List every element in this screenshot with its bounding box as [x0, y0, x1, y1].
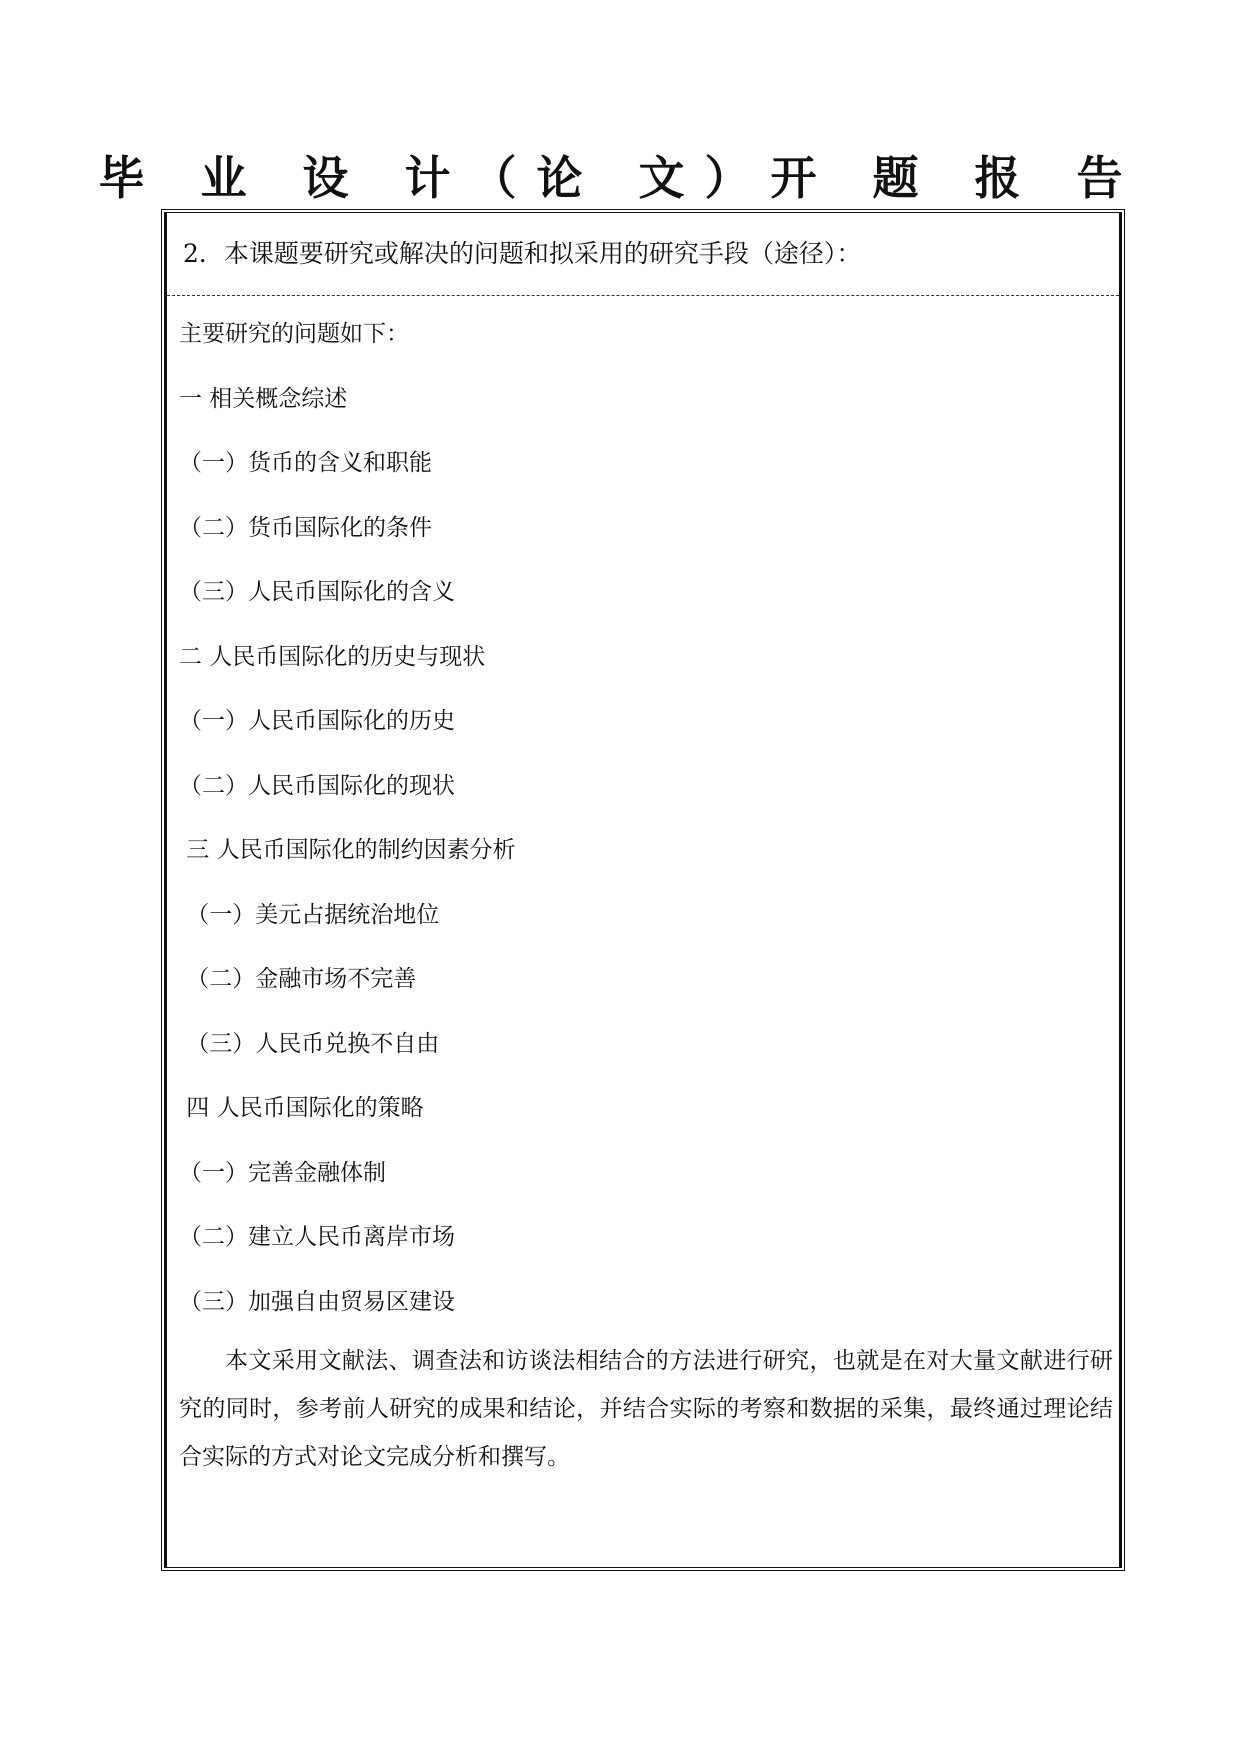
outline-item: （二）人民币国际化的现状	[179, 772, 455, 799]
report-form-box	[164, 212, 1122, 1568]
outline-chapter-4: 四 人民币国际化的策略	[179, 1095, 424, 1121]
outline-item: （三）加强自由贸易区建设	[179, 1288, 455, 1315]
outline-chapter-3: 三 人民币国际化的制约因素分析	[179, 837, 516, 863]
document-title: 毕 业 设 计（论 文）开 题 报 告	[98, 151, 1143, 205]
research-method-paragraph: 本文采用文献法、调查法和访谈法相结合的方法进行研究，也就是在对大量文献进行研究的同时，参考前人研究的成果和结论，并结合实际的考察和数据的采集，最终通过理论结合实际的方式对论文完成分析和撰写。	[179, 1348, 1113, 1470]
outline-item: （一）人民币国际化的历史	[179, 708, 455, 734]
outline-item: （二）建立人民币离岸市场	[179, 1224, 455, 1250]
outline-item: （二）金融市场不完善	[179, 966, 417, 992]
outline-intro: 主要研究的问题如下：	[179, 321, 409, 347]
outline-chapter-2: 二 人民币国际化的历史与现状	[179, 643, 486, 670]
section-heading: 2．本课题要研究或解决的问题和拟采用的研究手段（途径）：	[183, 239, 862, 268]
outline-item: （三）人民币国际化的含义	[179, 579, 455, 605]
outline-item: （一）货币的含义和职能	[179, 450, 432, 476]
outline-chapter-1: 一 相关概念综述	[179, 385, 348, 412]
outline-item: （一）美元占据统治地位	[179, 901, 440, 928]
outline-item: （三）人民币兑换不自由	[179, 1030, 440, 1057]
research-outline	[179, 319, 516, 1351]
outline-item: （二）货币国际化的条件	[179, 514, 432, 541]
outline-item: （一）完善金融体制	[179, 1159, 386, 1186]
dashed-divider	[167, 295, 1119, 296]
